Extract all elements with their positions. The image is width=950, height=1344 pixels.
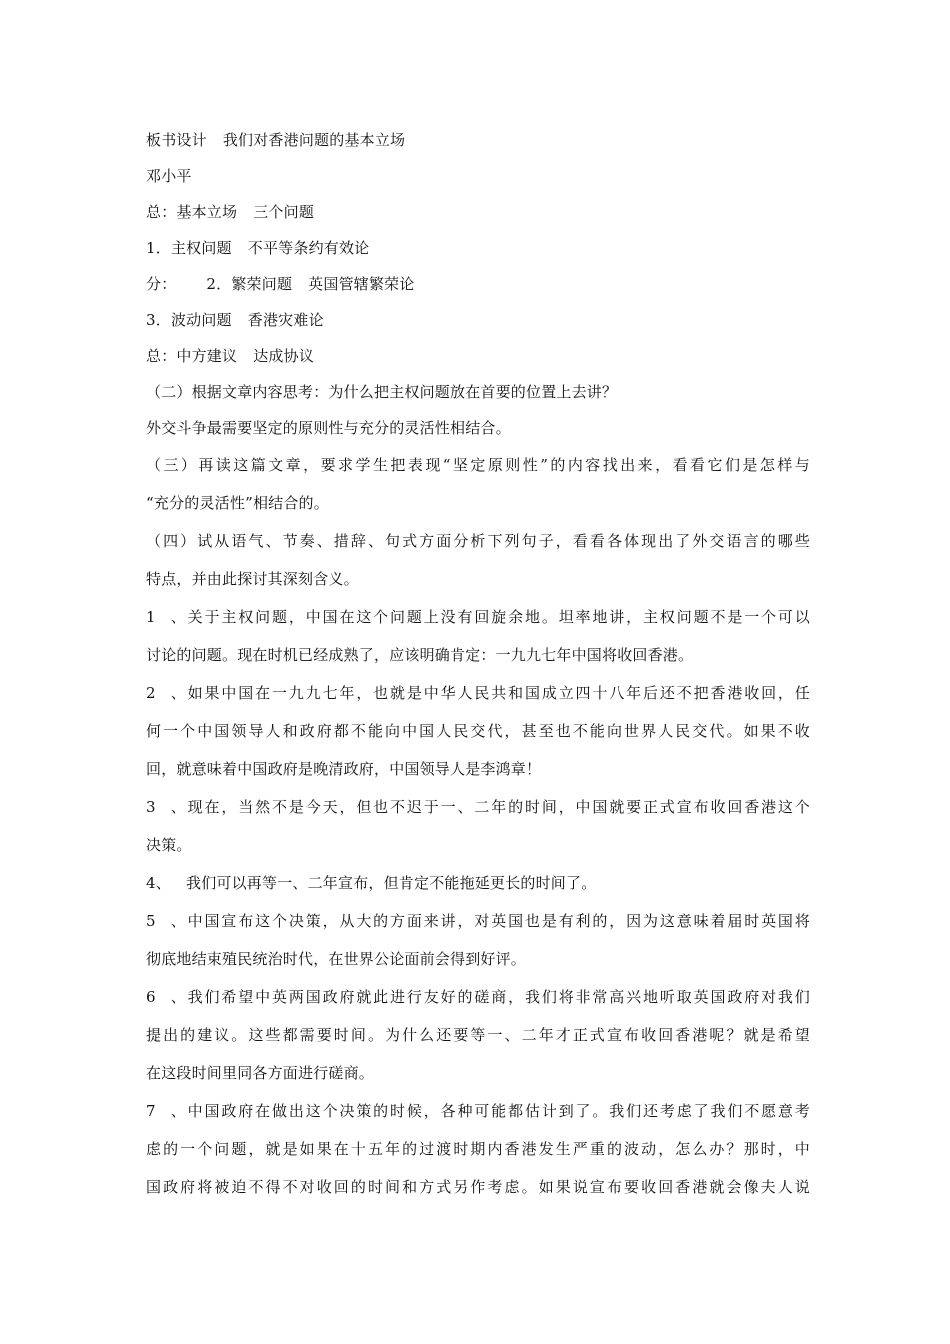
sentence-text: 关于主权问题，中国在这个问题上没有回旋余地。坦率地讲，主权问题不是一个可以 bbox=[186, 608, 810, 626]
board-title bbox=[146, 122, 810, 158]
board-author: 邓小平 bbox=[146, 167, 192, 185]
section4-line-1: （四）试从语气、节奏、措辞、句式方面分析下列句子，看看各体现出了外交语言的哪些 bbox=[146, 532, 810, 550]
sentence-text: 我们可以再等一、二年宣布，但肯定不能拖延更长的时间了。 bbox=[186, 874, 597, 892]
document-page bbox=[146, 122, 810, 1206]
sentence-6-line-3: 在这段时间里同各方面进行磋商。 bbox=[146, 1064, 375, 1082]
sentence-1-line-2: 讨论的问题。现在时机已经成熟了，应该明确肯定：一九九七年中国将收回香港。 bbox=[146, 646, 694, 664]
sentence-7-line-3: 国政府将被迫不得不对收回的时间和方式另作考虑。如果说宣布要收回香港就会像夫人说 bbox=[146, 1178, 810, 1196]
sentence-text: 中国宣布这个决策，从大的方面来讲，对英国也是有利的，因为这意味着届时英国将 bbox=[186, 912, 810, 930]
section4-line-2: 特点，并由此探讨其深刻含义。 bbox=[146, 570, 359, 588]
item-argument: 英国管辖繁荣论 bbox=[308, 275, 415, 293]
sentence-number: 1、 bbox=[146, 608, 186, 626]
section2-answer: 外交斗争最需要坚定的原则性与充分的灵活性相结合。 bbox=[146, 419, 511, 437]
summary-label: 总： bbox=[146, 347, 177, 365]
sentence-3-line-1 bbox=[146, 788, 810, 826]
sentence-text: 如果中国在一九九七年，也就是中华人民共和国成立四十八年后还不把香港收回，任 bbox=[186, 684, 810, 702]
sentence-text: 我们希望中英两国政府就此进行友好的磋商，我们将非常高兴地听取英国政府对我们 bbox=[186, 988, 810, 1006]
summary-part: 三个问题 bbox=[253, 203, 315, 221]
sentence-number: 6、 bbox=[146, 988, 186, 1006]
item-number: 2． bbox=[206, 275, 232, 293]
summary-part: 中方建议 bbox=[176, 347, 238, 365]
board-item-1 bbox=[146, 230, 810, 266]
board-summary-2 bbox=[146, 338, 810, 374]
sentence-7-line-1 bbox=[146, 1092, 810, 1130]
sentence-5-line-2: 彻底地结束殖民统治时代，在世界公论面前会得到好评。 bbox=[146, 950, 527, 968]
sentence-text: 中国政府在做出这个决策的时候，各种可能都估计到了。我们还考虑了我们不愿意考 bbox=[186, 1102, 810, 1120]
board-title-label: 板书设计 bbox=[146, 131, 207, 149]
item-argument: 不平等条约有效论 bbox=[247, 239, 370, 257]
item-argument: 香港灾难论 bbox=[247, 311, 324, 329]
sentence-7-line-2: 虑的一个问题，就是如果在十五年的过渡时期内香港发生严重的波动，怎么办？那时，中 bbox=[146, 1140, 810, 1158]
sentence-1-line-1 bbox=[146, 598, 810, 636]
item-topic: 波动问题 bbox=[170, 311, 232, 329]
sentence-3-line-2: 决策。 bbox=[146, 836, 192, 854]
item-number: 1． bbox=[146, 239, 171, 257]
sentence-6-line-2: 提出的建议。这些都需要时间。为什么还要等一、二年才正式宣布收回香港呢？就是希望 bbox=[146, 1026, 810, 1044]
summary-part: 基本立场 bbox=[176, 203, 238, 221]
sentence-number: 5、 bbox=[146, 912, 186, 930]
section3-line-1: （三）再读这篇文章，要求学生把表现“坚定原则性”的内容找出来，看看它们是怎样与 bbox=[146, 456, 810, 474]
board-item-2 bbox=[146, 266, 810, 302]
sentence-2-line-3: 回，就意味着中国政府是晚清政府，中国领导人是李鸿章！ bbox=[146, 760, 542, 778]
sentence-number: 3、 bbox=[146, 798, 186, 816]
item-topic: 主权问题 bbox=[170, 239, 232, 257]
item-topic: 繁荣问题 bbox=[231, 275, 293, 293]
sentence-2-line-1 bbox=[146, 674, 810, 712]
board-title-topic: 我们对香港问题的基本立场 bbox=[222, 131, 406, 149]
sentence-5-line-1 bbox=[146, 902, 810, 940]
sentence-6-line-1 bbox=[146, 978, 810, 1016]
item-number: 3． bbox=[146, 311, 171, 329]
section3-line-2: “充分的灵活性”相结合的。 bbox=[146, 494, 329, 512]
board-item-3 bbox=[146, 302, 810, 338]
summary-label: 总： bbox=[146, 203, 177, 221]
sentence-4-line-1 bbox=[146, 864, 810, 902]
sentence-2-line-2: 何一个中国领导人和政府都不能向中国人民交代，甚至也不能向世界人民交代。如果不收 bbox=[146, 722, 810, 740]
sentence-number: 4、 bbox=[146, 874, 171, 892]
sentence-number: 7、 bbox=[146, 1102, 186, 1120]
section2-question: （二）根据文章内容思考：为什么把主权问题放在首要的位置上去讲？ bbox=[146, 383, 618, 401]
sentence-number: 2、 bbox=[146, 684, 186, 702]
fen-label: 分： bbox=[146, 275, 177, 293]
board-summary-1 bbox=[146, 194, 810, 230]
summary-part: 达成协议 bbox=[253, 347, 315, 365]
sentence-text: 现在，当然不是今天，但也不迟于一、二年的时间，中国就要正式宣布收回香港这个 bbox=[186, 798, 810, 816]
